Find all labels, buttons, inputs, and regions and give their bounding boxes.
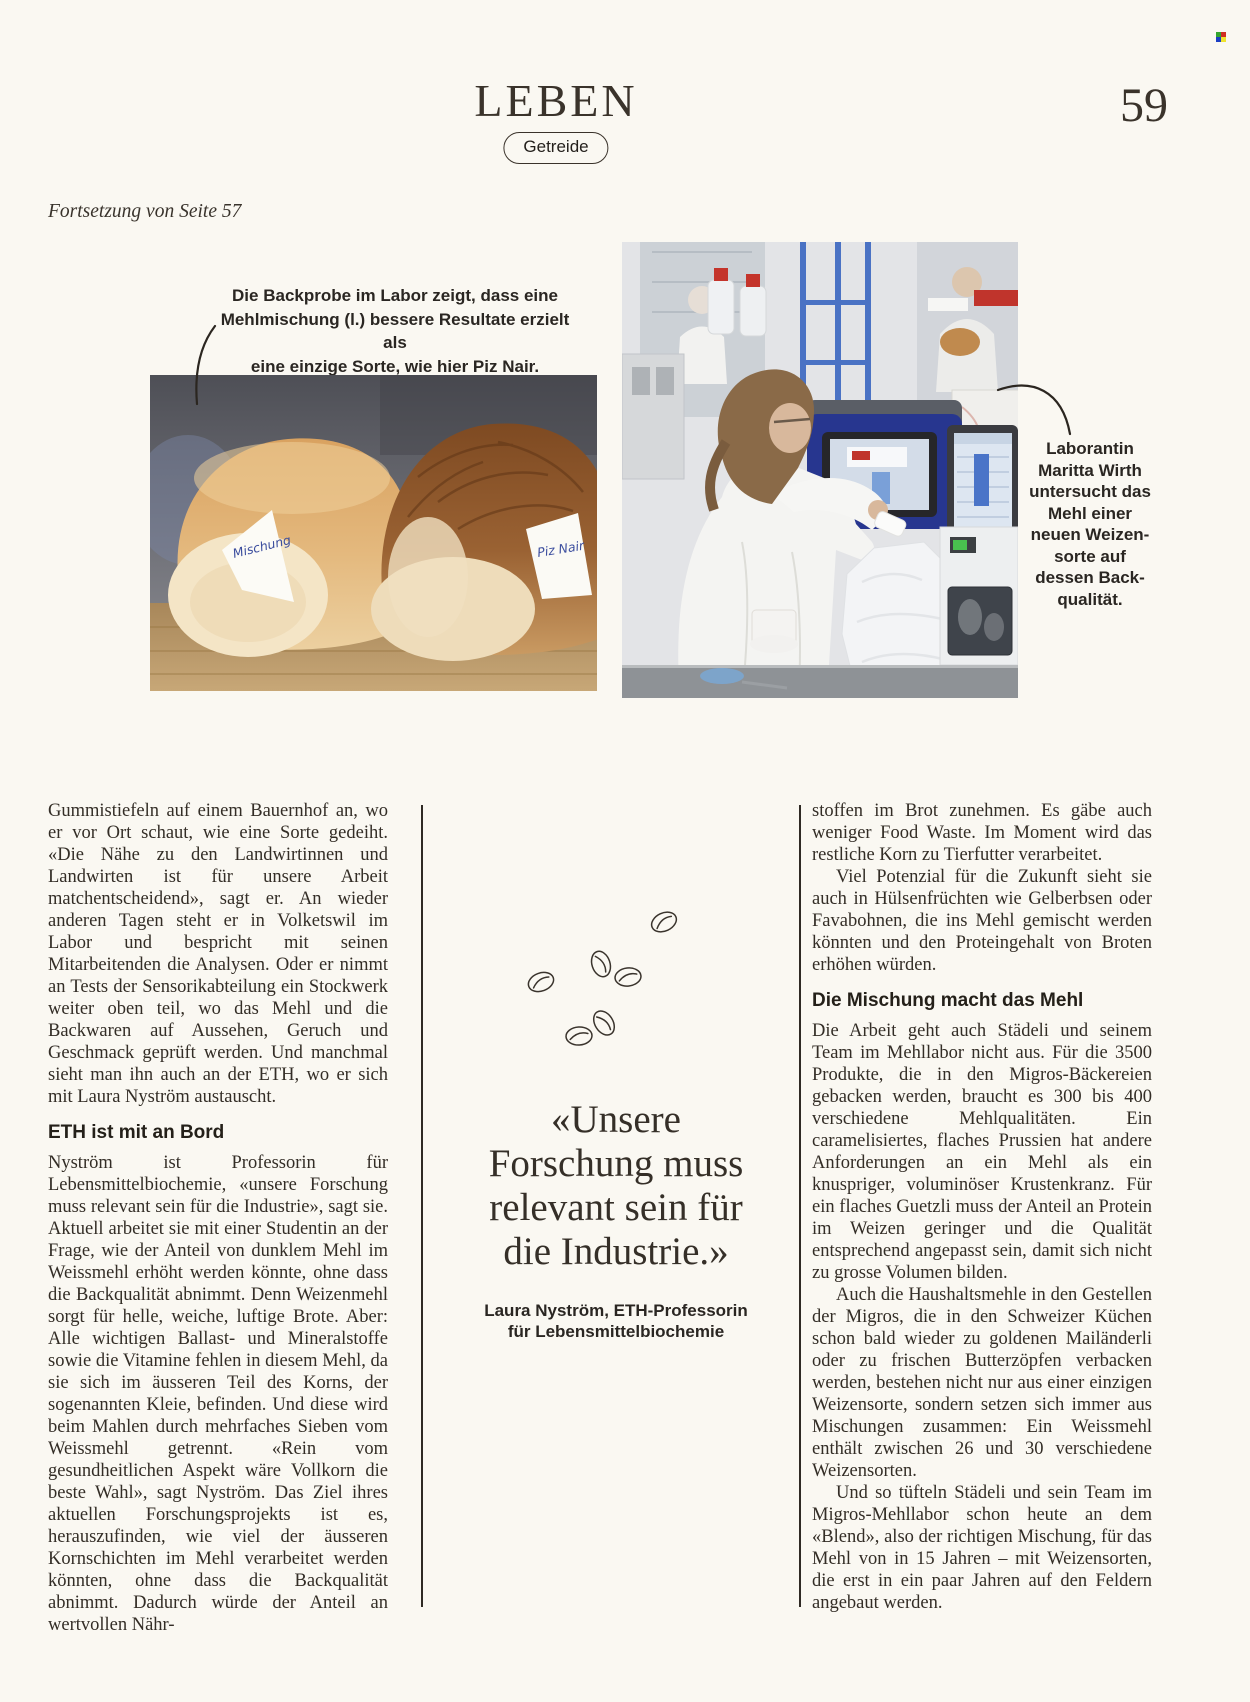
- caption-line: Maritta Wirth: [1038, 460, 1142, 480]
- page-number: 59: [1120, 79, 1168, 132]
- caption-line: neuen Weizen-: [1030, 525, 1150, 544]
- bread-photo-art: [150, 375, 597, 691]
- caption-line: eine einzige Sorte, wie hier Piz Nair.: [250, 356, 540, 376]
- loaf-label-text: Mischung: [231, 531, 293, 561]
- pull-quote-line: relevant sein für: [489, 1186, 743, 1229]
- photo-caption-left: [210, 284, 580, 378]
- wheat-grain-icon: [588, 949, 613, 979]
- loaf-label-text: Piz Nair: [536, 537, 586, 560]
- body-column-right: [812, 800, 1152, 1614]
- body-column-left: [48, 800, 388, 1636]
- section-title: LEBEN: [474, 75, 638, 126]
- pull-quote-line: die Industrie.»: [503, 1230, 729, 1273]
- wheat-grain-icon: [566, 1026, 593, 1045]
- photo-caption-right: [1002, 438, 1178, 610]
- wheat-grains-illustration: [470, 880, 710, 1070]
- lab-photo: [622, 242, 1018, 698]
- subhead-eth-ist-mit-an-bord: ETH ist mit an Bord: [48, 1122, 225, 1143]
- pull-quote-line: Forschung muss: [488, 1142, 744, 1185]
- paragraph: Und so tüfteln Städeli und sein Team im Migros-Mehllabor schon heute an dem «Blend», also der richtigen Mischung, für das Mehl von in 15 Jahren – mit Weizensorten, die erst in ein paar Jahren auf den Feldern angebaut werden.: [812, 1483, 1152, 1613]
- caption-connector-line: [180, 318, 230, 413]
- lab-cabinet: [622, 354, 684, 479]
- paragraph: Auch die Haushaltsmehle in den Gestellen der Migros, die in den Schweizer Küchen schon bald wieder zu goldenen Mailänderli oder zu frischen Butterzöpfen verbacken werden, bestehen nicht nur aus einer einzigen Weizensorte, sondern setzen sich immer aus Mischungen zusammen: Ein Weissmehl enthält zwischen 26 und 30 verschiedene Weizensorten.: [812, 1285, 1152, 1481]
- paragraph: Gummistiefeln auf einem Bauernhof an, wo er vor Ort schaut, wie eine Sorte gedeiht. «Die Nähe zu den Landwirtinnen und Landwirten ist für unsere Arbeit matchentscheidend», sagt er. An wieder anderen Tagen steht er in Volketswil im Labor und bespricht mit seinen Mitarbeitenden die Analysen. Oder er nimmt an Tests der Sensorikabteilung ein Stockwerk weiter oben teil, wo das Mehl und die Backwaren auf Aussehen, Geruch und Geschmack geprüft werden. Und manchmal sieht man ihn auch an der ETH, wo er sich mit Laura Nyström austauscht.: [48, 801, 388, 1107]
- pull-quote-line: «Unsere: [551, 1098, 681, 1141]
- caption-line: sorte auf: [1054, 546, 1126, 566]
- pull-quote-attribution: [436, 1300, 796, 1342]
- wheat-grain-icon: [648, 908, 679, 935]
- reg-square-yellow: [1221, 37, 1226, 42]
- counter: [622, 667, 1018, 698]
- caption-line: Laborantin: [1046, 439, 1134, 458]
- attribution-line: für Lebensmittelbiochemie: [507, 1322, 725, 1341]
- caption-line: untersucht das: [1029, 482, 1151, 501]
- section-tag-pill: Getreide: [503, 132, 608, 164]
- wheat-grain-icon: [614, 967, 642, 988]
- column-rule: [421, 805, 423, 1607]
- subhead-die-mischung-macht-das-mehl: Die Mischung macht das Mehl: [812, 990, 1084, 1011]
- bread-photo: [150, 375, 597, 691]
- caption-line: Mehl einer: [1047, 503, 1133, 523]
- pull-quote: [436, 1098, 796, 1274]
- color-registration-mark-icon: [1216, 32, 1226, 42]
- column-rule: [799, 805, 801, 1607]
- paragraph: Die Arbeit geht auch Städeli und seinem Team im Mehllabor nicht aus. Für die 3500 Produkte, die in den Migros-Bäckereien gebacken werden, braucht es 300 bis 400 verschiedene Mehlqualitäten. Ein caramelisiertes, flaches Prussien hat andere Anforderungen an ein Mehl als ein knuspriger, voluminöser Krustenkranz. Für ein flaches Guetzli muss der Anteil an Protein im Weizen geringer und die Qualität entsprechend angepasst sein, damit sich nicht zu grosse Volumen bilden.: [812, 1021, 1152, 1283]
- paragraph: Nyström ist Professorin für Lebensmittelbiochemie, «unsere Forschung muss relevant sein für die Industrie», sagt sie. Aktuell arbeitet sie mit einer Studentin an der Frage, wie der Anteil von dunklem Mehl im Weissmehl erhöht werden könnte, ohne dass die Backqualität abnimmt. Denn Weizenmehl sorgt für helle, weiche, luftige Brote. Aber: Alle wichtigen Ballast- und Mineralstoffe sowie die Vitamine fehlen in diesem Mehl, da sie sich im äusseren Teil des Korns, der sogenannten Kleie, befinden. Und diese wird beim Mahlen durch mehrfaches Sieben vom Weissmehl getrennt. «Rein vom gesundheitlichen Aspekt wäre Vollkorn die beste Wahl», sagt Nyström. Das Ziel ihres aktuellen Forschungsprojekts ist es, herauszufinden, wie viel der äusseren Kornschichten im Mehl verarbeitet werden könnten, ohne dass die Backqualität abnimmt. Dadurch würde der Anteil an wertvollen Nähr-: [48, 1153, 388, 1635]
- paragraph: stoffen im Brot zunehmen. Es gäbe auch weniger Food Waste. Im Moment wird das restliche Korn zu Tierfutter verarbeitet.: [812, 801, 1152, 865]
- lab-photo-art: [622, 242, 1018, 698]
- caption-line: Mehlmischung (l.) bessere Resultate erzielt als: [220, 309, 570, 352]
- caption-line: dessen Back-: [1035, 568, 1145, 587]
- beaker: [750, 610, 798, 653]
- caption-line: qualität.: [1057, 589, 1123, 609]
- face: [769, 403, 811, 453]
- attribution-line: Laura Nyström, ETH-Professorin: [484, 1301, 748, 1320]
- wheat-grain-icon: [589, 1007, 618, 1039]
- continuation-note: Fortsetzung von Seite 57: [48, 201, 242, 222]
- caption-line: Die Backprobe im Labor zeigt, dass eine: [232, 286, 558, 305]
- paragraph: Viel Potenzial für die Zukunft sieht sie auch in Hülsenfrüchten wie Gelberbsen oder Favabohnen, die ins Mehl gemischt werden könnten und den Proteingehalt von Broten erhöhen würden.: [812, 867, 1152, 975]
- wheat-grain-icon: [526, 969, 557, 995]
- blue-glove: [700, 668, 744, 684]
- caption-connector-line: [990, 372, 1085, 442]
